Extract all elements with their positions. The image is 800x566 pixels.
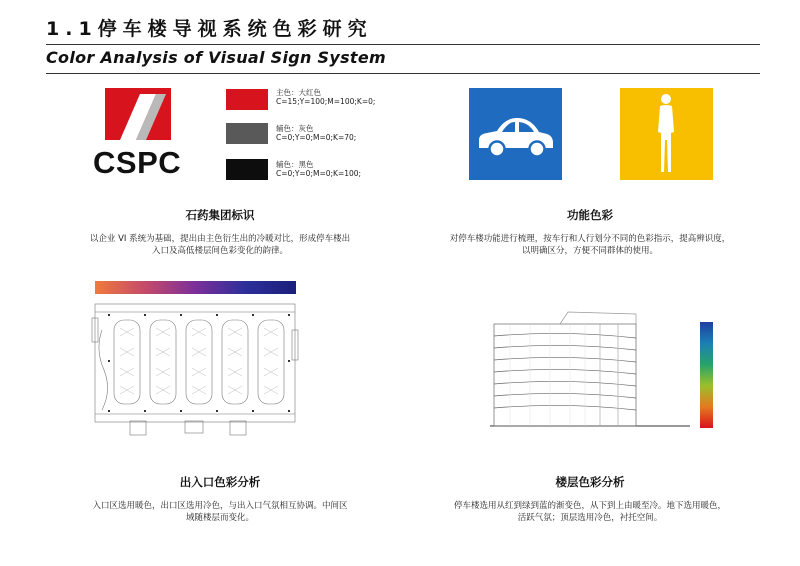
group-identity-desc (40, 233, 400, 257)
title-divider-bottom (46, 73, 760, 74)
swatch-gray-name: 辅色：灰色 (276, 124, 314, 133)
floor-color-desc-line2: 活跃气氛；顶层选用冷色，衬托空间。 (517, 513, 663, 523)
car-icon (469, 88, 562, 180)
building-elevation (490, 308, 690, 430)
car-sign (469, 88, 562, 180)
functional-color-desc (410, 233, 770, 257)
group-identity-desc-line1: 以企业 VI 系统为基础，提出由主色衍生出的冷暖对比，形成停车楼出 (89, 234, 351, 244)
floor-plan-drawing (90, 300, 300, 438)
pedestrian-sign (620, 88, 713, 180)
entrance-color-heading: 出入口色彩分析 (179, 475, 261, 489)
swatch-black-name: 辅色：黑色 (276, 160, 314, 169)
cspc-logo-text: CSPC (93, 145, 182, 180)
group-identity-heading: 石药集团标识 (185, 208, 255, 222)
floor-gradient-bar (700, 322, 713, 428)
page-title-cn: 1.1停车楼导视系统色彩研究 (46, 18, 373, 40)
functional-color-desc-line2: 以明确区分，方便不同群体的使用。 (521, 246, 658, 256)
entrance-color-desc-line1: 入口区选用暖色，出口区选用冷色，与出入口气氛相互协调。中间区 (92, 501, 348, 511)
person-icon (620, 88, 713, 180)
swatch-red-value: C=15;Y=100;M=100;K=0; (276, 97, 376, 106)
entrance-color-desc-line2: 域随楼层而变化。 (185, 513, 254, 523)
entrance-gradient-bar (95, 281, 296, 294)
swatch-black-value: C=0;Y=0;M=0;K=100; (276, 169, 362, 178)
swatch-black-label (276, 160, 361, 178)
elevation-drawing (490, 308, 690, 430)
functional-color-desc-line1: 对停车楼功能进行梳理，按车行和人行划分不同的色彩指示，提高辨识度， (449, 234, 731, 244)
floor-plan (90, 300, 300, 438)
functional-color-heading: 功能色彩 (567, 208, 613, 222)
floor-color-heading: 楼层色彩分析 (555, 475, 625, 489)
swatch-red-label (276, 88, 375, 106)
swatch-black (226, 159, 268, 180)
group-identity-desc-line2: 入口及高低楼层间色彩变化的韵律。 (151, 246, 288, 256)
swatch-red-name: 主色：大红色 (276, 88, 321, 97)
title-divider-top (46, 44, 760, 45)
swatch-gray-value: C=0;Y=0;M=0;K=70; (276, 133, 357, 142)
swatch-gray (226, 123, 268, 144)
entrance-color-desc (40, 500, 400, 524)
cspc-logo (92, 88, 184, 180)
floor-color-desc (410, 500, 770, 524)
floor-color-desc-line1: 停车楼选用从红到绿到蓝的渐变色，从下到上由暖至冷。地下选用暖色， (453, 501, 726, 511)
page-title-en: Color Analysis of Visual Sign System (46, 48, 387, 67)
swatch-red (226, 89, 268, 110)
swatch-gray-label (276, 124, 356, 142)
